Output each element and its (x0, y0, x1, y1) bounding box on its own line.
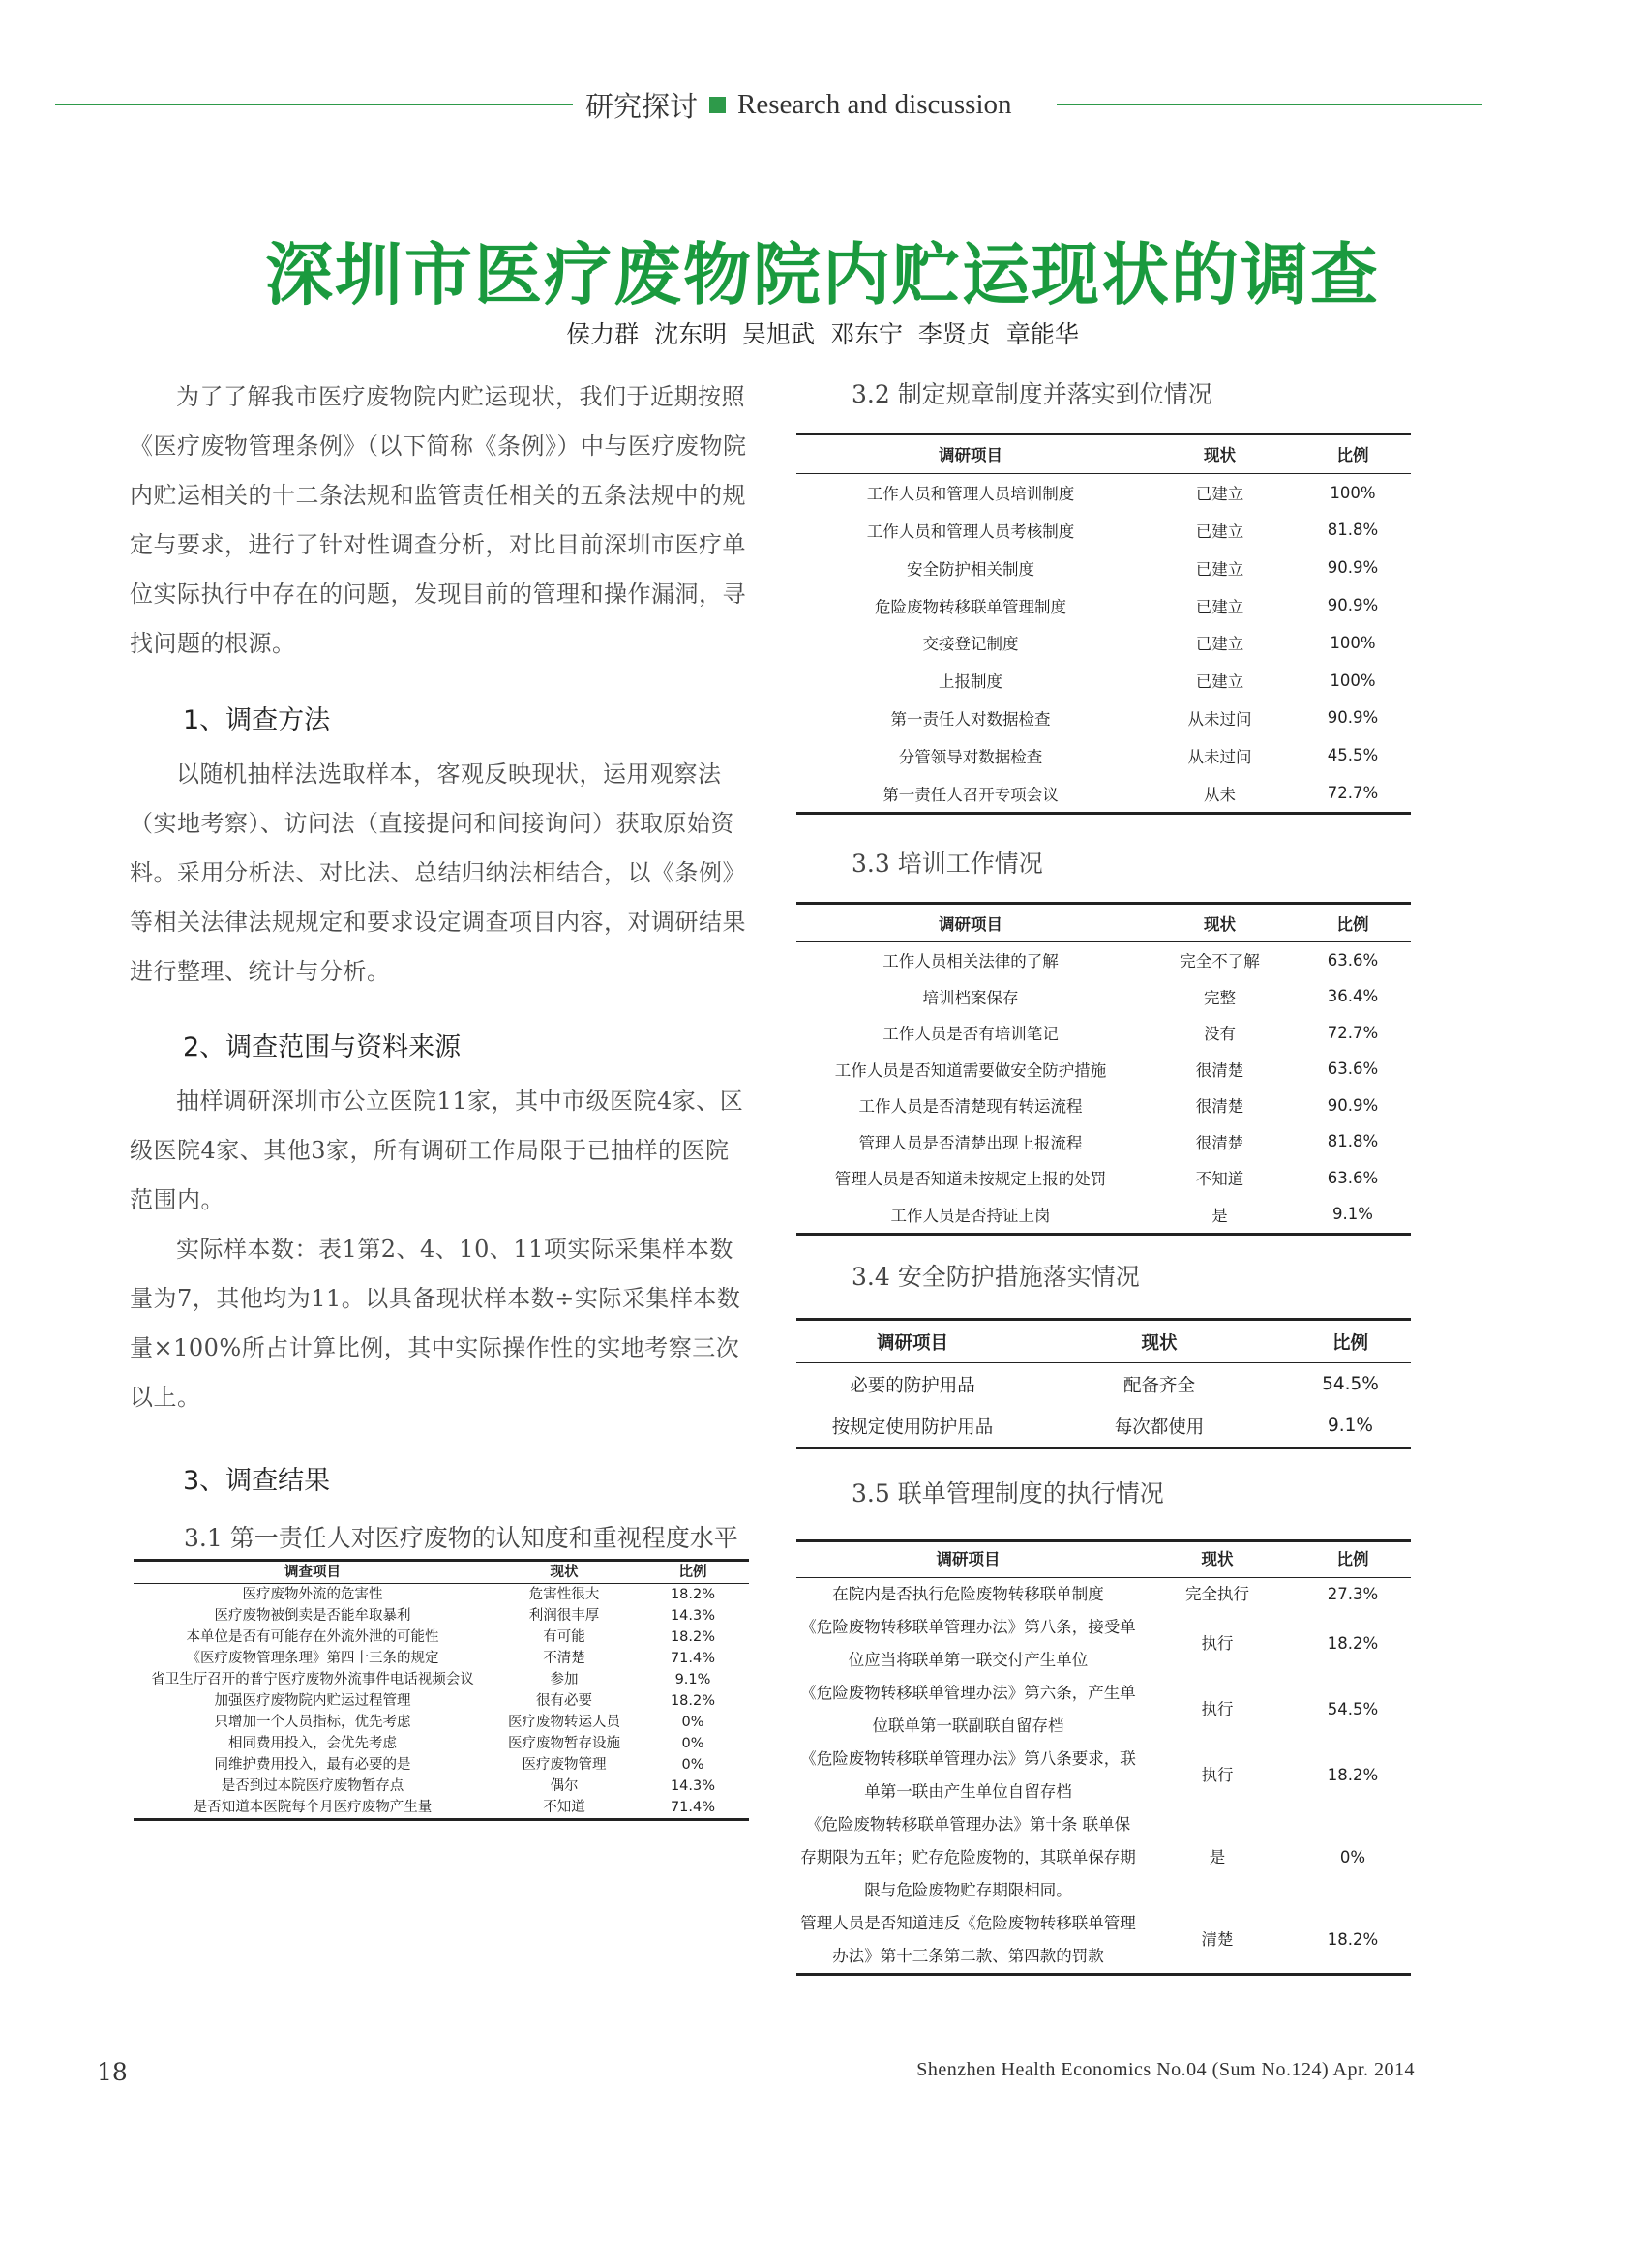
cell-ratio: 81.8% (1327, 1132, 1379, 1151)
table-row (796, 624, 1411, 662)
table-5 (796, 1539, 1411, 1976)
cell-status: 参加 (550, 1671, 579, 1687)
cell-ratio: 18.2% (670, 1628, 716, 1645)
table-row (796, 1088, 1411, 1124)
table-row (796, 1160, 1411, 1197)
cell-item: 必要的防护用品 (850, 1375, 975, 1396)
cell-item: 培训档案保存 (922, 988, 1019, 1007)
table-row (796, 978, 1411, 1015)
cell-item: 只增加一个人员指标，优先考虑 (214, 1714, 411, 1730)
cell-status: 完全不了解 (1180, 952, 1260, 971)
section-1-paragraph: 以随机抽样法选取样本，客观反映现状，运用观察法（实地考察）、访问法（直接提问和间接询问）获取原始资料。采用分析法、对比法、总结归纳法相结合，以《条例》等相关法律法规规定和要求设定调查项目内容，对调研结果进行整理、统计与分析。 (130, 761, 746, 985)
table-3-header-item: 调研项目 (939, 914, 1002, 934)
section-2-paragraph-2: 实际样本数：表1第2、4、10、11项实际采集样本数量为7，其他均为11。以具备现状样本数÷实际采集样本数量×100%所占计算比例，其中实际操作性的实地考察三次以上。 (130, 1236, 741, 1411)
cell-status: 偶尔 (550, 1777, 579, 1794)
cell-item: 工作人员和管理人员培训制度 (866, 485, 1075, 504)
cell-ratio: 14.3% (670, 1777, 716, 1794)
table-1-header-item: 调查项目 (284, 1564, 341, 1580)
cell-item: 加强医疗废物院内贮运过程管理 (214, 1692, 411, 1709)
cell-ratio: 0% (681, 1756, 704, 1773)
section-3-heading: 3、调查结果 (183, 1466, 331, 1496)
cell-status: 从未过问 (1187, 709, 1252, 729)
table-row (796, 1015, 1411, 1052)
page-number: 18 (97, 2058, 128, 2086)
cell-ratio: 54.5% (1322, 1374, 1379, 1394)
cell-item: 按规定使用防护用品 (831, 1417, 994, 1438)
cell-status: 没有 (1204, 1025, 1236, 1044)
running-header (585, 85, 1012, 125)
table-3-header-status: 现状 (1204, 914, 1236, 934)
cell-item: 医疗废物被倒卖是否能牟取暴利 (214, 1607, 411, 1624)
section-2-paragraph-1: 抽样调研深圳市公立医院11家，其中市级医院4家、区级医院4家、其他3家，所有调研工作局限于已抽样的医院范围内。 (130, 1088, 744, 1213)
cell-item: 同维护费用投入，最有必要的是 (214, 1756, 411, 1773)
header-section-cn: 研究探讨 (585, 90, 699, 123)
cell-ratio: 72.7% (1327, 784, 1379, 803)
table-row (796, 774, 1411, 813)
cell-status: 执行 (1201, 1766, 1234, 1784)
cell-status: 从未 (1204, 785, 1236, 804)
cell-status: 不知道 (1195, 1170, 1244, 1189)
cell-item: 工作人员相关法律的了解 (882, 952, 1059, 971)
table-5-header-item: 调研项目 (936, 1550, 1001, 1568)
cell-ratio: 27.3% (1327, 1585, 1379, 1603)
table-row (796, 1405, 1411, 1448)
table-4 (796, 1318, 1411, 1449)
table-3-body (796, 941, 1411, 1234)
table-3-caption: 3.3 培训工作情况 (852, 850, 1043, 878)
cell-status: 已建立 (1195, 635, 1244, 654)
table-row (796, 1677, 1411, 1743)
table-1 (134, 1559, 749, 1821)
cell-ratio: 0% (1339, 1848, 1366, 1866)
header-section-en: Research and discussion (737, 89, 1012, 120)
cell-ratio: 18.2% (1327, 1766, 1379, 1784)
cell-item: 交接登记制度 (922, 635, 1019, 654)
cell-ratio: 100% (1330, 483, 1376, 502)
table-2-header-status: 现状 (1204, 446, 1236, 465)
table-row (796, 700, 1411, 737)
table-row (796, 549, 1411, 586)
cell-item: 在院内是否执行危险废物转移联单制度 (832, 1585, 1104, 1603)
table-row (796, 1123, 1411, 1160)
table-row (134, 1648, 749, 1669)
cell-item: 管理人员是否知道违反《危险废物转移联单管理办法》第十三条第二款、第四款的罚款 (800, 1914, 1136, 1965)
cell-status: 医疗废物转运人员 (508, 1714, 620, 1730)
article-title: 深圳市医疗废物院内贮运现状的调查 (265, 235, 1380, 314)
table-2-body (796, 473, 1411, 813)
table-4-body (796, 1363, 1411, 1448)
cell-item: 第一责任人对数据检查 (890, 709, 1051, 729)
table-3-header-ratio: 比例 (1336, 914, 1369, 934)
cell-item: 工作人员是否知道需要做安全防护措施 (834, 1060, 1107, 1080)
table-1-body (134, 1584, 749, 1820)
cell-item: 上报制度 (939, 672, 1002, 692)
table-row (134, 1669, 749, 1690)
table-row (796, 736, 1411, 774)
table-row (796, 473, 1411, 511)
section-2 (130, 1026, 749, 1063)
cell-status: 完全执行 (1185, 1585, 1249, 1603)
cell-status: 是 (1209, 1848, 1226, 1866)
cell-item: 本单位是否有可能存在外流外泄的可能性 (186, 1628, 439, 1645)
table-1-header-status: 现状 (550, 1564, 579, 1580)
cell-ratio: 36.4% (1327, 987, 1379, 1006)
cell-ratio: 9.1% (1328, 1416, 1373, 1436)
table-4-header-status: 现状 (1141, 1332, 1178, 1354)
cell-status: 很清楚 (1195, 1133, 1244, 1152)
table-2-header-item: 调研项目 (939, 446, 1002, 465)
intro-paragraph: 为了了解我市医疗废物院内贮运现状，我们于近期按照《医疗废物管理条例》（以下简称《条例》）中与医疗废物院内贮运相关的十二条法规和监管责任相关的五条法规中的规定与要求，进行了针对性调查分析，对比目前深圳市医疗单位实际执行中存在的问题，发现目前的管理和操作漏洞，寻找问题的根源。 (130, 383, 747, 657)
table-row (134, 1776, 749, 1797)
cell-item: 《危险废物转移联单管理办法》第八条，接受单位应当将联单第一联交付产生单位 (800, 1618, 1136, 1669)
cell-status: 利润很丰厚 (528, 1607, 600, 1624)
cell-status: 已建立 (1195, 597, 1244, 616)
cell-status: 已建立 (1195, 672, 1244, 692)
cell-status: 危害性很大 (528, 1586, 600, 1602)
table-2-caption: 3.2 制定规章制度并落实到位情况 (852, 380, 1212, 408)
table-1-caption: 3.1 第一责任人对医疗废物的认知度和重视程度水平 (184, 1524, 738, 1552)
cell-ratio: 100% (1330, 633, 1376, 652)
section-2-heading: 2、调查范围与资料来源 (183, 1032, 462, 1062)
cell-status: 医疗废物暂存设施 (508, 1735, 620, 1751)
table-row (796, 512, 1411, 550)
cell-status: 很清楚 (1195, 1060, 1244, 1080)
cell-status: 不清楚 (543, 1650, 585, 1666)
cell-ratio: 18.2% (1327, 1930, 1379, 1949)
table-row (796, 1051, 1411, 1088)
section-3 (130, 1459, 749, 1497)
table-row (134, 1584, 749, 1606)
table-row (796, 662, 1411, 700)
cell-item: 相同费用投入，会优先考虑 (228, 1735, 397, 1751)
cell-ratio: 54.5% (1327, 1700, 1379, 1718)
table-2 (796, 433, 1411, 815)
table-row (134, 1754, 749, 1776)
cell-status: 是 (1211, 1206, 1228, 1225)
cell-status: 已建立 (1195, 522, 1244, 541)
table-row (134, 1733, 749, 1754)
cell-ratio: 90.9% (1327, 596, 1379, 615)
cell-item: 管理人员是否知道未按规定上报的处罚 (834, 1170, 1107, 1189)
table-row (134, 1797, 749, 1820)
cell-item: 分管领导对数据检查 (898, 747, 1043, 766)
journal-citation: Shenzhen Health Economics No.04 (Sum No.124) Apr. 2014 (916, 2059, 1415, 2080)
cell-item: 第一责任人召开专项会议 (882, 785, 1059, 804)
cell-status: 执行 (1201, 1634, 1234, 1653)
cell-status: 医疗废物管理 (522, 1756, 607, 1773)
cell-ratio: 18.2% (1327, 1634, 1379, 1653)
cell-status: 从未过问 (1187, 747, 1252, 766)
cell-item: 工作人员是否清楚现有转运流程 (858, 1097, 1083, 1117)
table-5-header-ratio: 比例 (1336, 1550, 1369, 1568)
cell-status: 已建立 (1195, 485, 1244, 504)
cell-status: 不知道 (543, 1799, 585, 1815)
cell-ratio: 71.4% (670, 1799, 716, 1815)
table-row (134, 1605, 749, 1626)
cell-status: 清楚 (1201, 1930, 1234, 1949)
section-1-body (130, 750, 749, 997)
cell-ratio: 0% (681, 1735, 704, 1751)
cell-status: 每次都使用 (1114, 1417, 1205, 1438)
cell-ratio: 0% (681, 1714, 704, 1730)
cell-item: 工作人员是否持证上岗 (890, 1206, 1051, 1225)
table-3 (796, 902, 1411, 1236)
cell-status: 有可能 (543, 1628, 585, 1645)
cell-ratio: 9.1% (674, 1671, 711, 1687)
section-1-heading: 1、调查方法 (183, 705, 331, 735)
cell-status: 很清楚 (1195, 1097, 1244, 1117)
cell-ratio: 14.3% (670, 1607, 716, 1624)
cell-status: 执行 (1201, 1700, 1234, 1718)
cell-item: 省卫生厅召开的普宁医疗废物外流事件电话视频会议 (151, 1671, 474, 1687)
table-row (796, 1196, 1411, 1234)
cell-ratio: 45.5% (1327, 746, 1379, 765)
table-1-header-ratio: 比例 (678, 1564, 707, 1580)
cell-ratio: 63.6% (1327, 1059, 1379, 1079)
table-row (796, 1363, 1411, 1406)
table-5-header-status: 现状 (1201, 1550, 1234, 1568)
cell-ratio: 81.8% (1327, 521, 1379, 540)
cell-item: 医疗废物外流的危害性 (242, 1586, 383, 1602)
cell-item: 工作人员和管理人员考核制度 (866, 522, 1075, 541)
left-column (130, 373, 749, 669)
cell-status: 很有必要 (536, 1692, 592, 1709)
section-1 (130, 699, 749, 736)
table-row (134, 1626, 749, 1648)
table-row (134, 1712, 749, 1733)
cell-item: 《危险废物转移联单管理办法》第六条，产生单位联单第一联副联自留存档 (800, 1684, 1136, 1735)
cell-ratio: 71.4% (670, 1650, 716, 1666)
table-row (796, 1578, 1411, 1612)
header-rule-right (1057, 104, 1482, 105)
cell-status: 已建立 (1195, 559, 1244, 579)
table-row (134, 1690, 749, 1712)
table-2-header-ratio: 比例 (1336, 446, 1369, 465)
cell-status: 完整 (1204, 988, 1236, 1007)
table-4-header-item: 调研项目 (876, 1332, 948, 1354)
cell-ratio: 90.9% (1327, 558, 1379, 578)
section-2-body (130, 1077, 749, 1422)
cell-ratio: 63.6% (1327, 1168, 1379, 1187)
table-5-body (796, 1578, 1411, 1975)
header-rule-left (55, 104, 573, 105)
cell-ratio: 18.2% (670, 1586, 716, 1602)
cell-ratio: 9.1% (1332, 1205, 1373, 1224)
cell-ratio: 72.7% (1327, 1023, 1379, 1042)
cell-item: 管理人员是否清楚出现上报流程 (858, 1133, 1083, 1152)
cell-item: 《危险废物转移联单管理办法》第八条要求，联单第一联由产生单位自留存档 (800, 1749, 1136, 1801)
table-row (796, 1907, 1411, 1975)
cell-item: 《危险废物转移联单管理办法》第十条 联单保存期限为五年；贮存危险废物的，其联单保存期限与危险废物贮存期限相同。 (800, 1815, 1136, 1899)
table-row (796, 1743, 1411, 1808)
cell-ratio: 63.6% (1327, 950, 1379, 970)
cell-status: 配备齐全 (1122, 1375, 1195, 1396)
cell-item: 《医疗废物管理条理》第四十三条的规定 (186, 1650, 439, 1666)
cell-item: 是否知道本医院每个月医疗废物产生量 (193, 1799, 433, 1815)
authors: 侯力群 沈东明 吴旭武 邓东宁 李贤贞 章能华 (566, 320, 1079, 348)
cell-ratio: 90.9% (1327, 708, 1379, 728)
cell-item: 是否到过本院医疗废物暂存点 (221, 1777, 404, 1794)
table-4-header-ratio: 比例 (1331, 1332, 1368, 1354)
cell-ratio: 90.9% (1327, 1095, 1379, 1115)
table-row (796, 941, 1411, 978)
table-4-caption: 3.4 安全防护措施落实情况 (852, 1263, 1140, 1291)
cell-ratio: 18.2% (670, 1692, 716, 1709)
cell-item: 工作人员是否有培训笔记 (882, 1025, 1059, 1044)
table-row (796, 1808, 1411, 1907)
cell-item: 危险废物转移联单管理制度 (875, 597, 1066, 616)
cell-item: 安全防护相关制度 (907, 559, 1034, 579)
cell-ratio: 100% (1330, 671, 1376, 690)
square-bullet-icon (709, 97, 726, 113)
table-row (796, 1611, 1411, 1677)
table-5-caption: 3.5 联单管理制度的执行情况 (852, 1479, 1164, 1507)
table-row (796, 586, 1411, 624)
